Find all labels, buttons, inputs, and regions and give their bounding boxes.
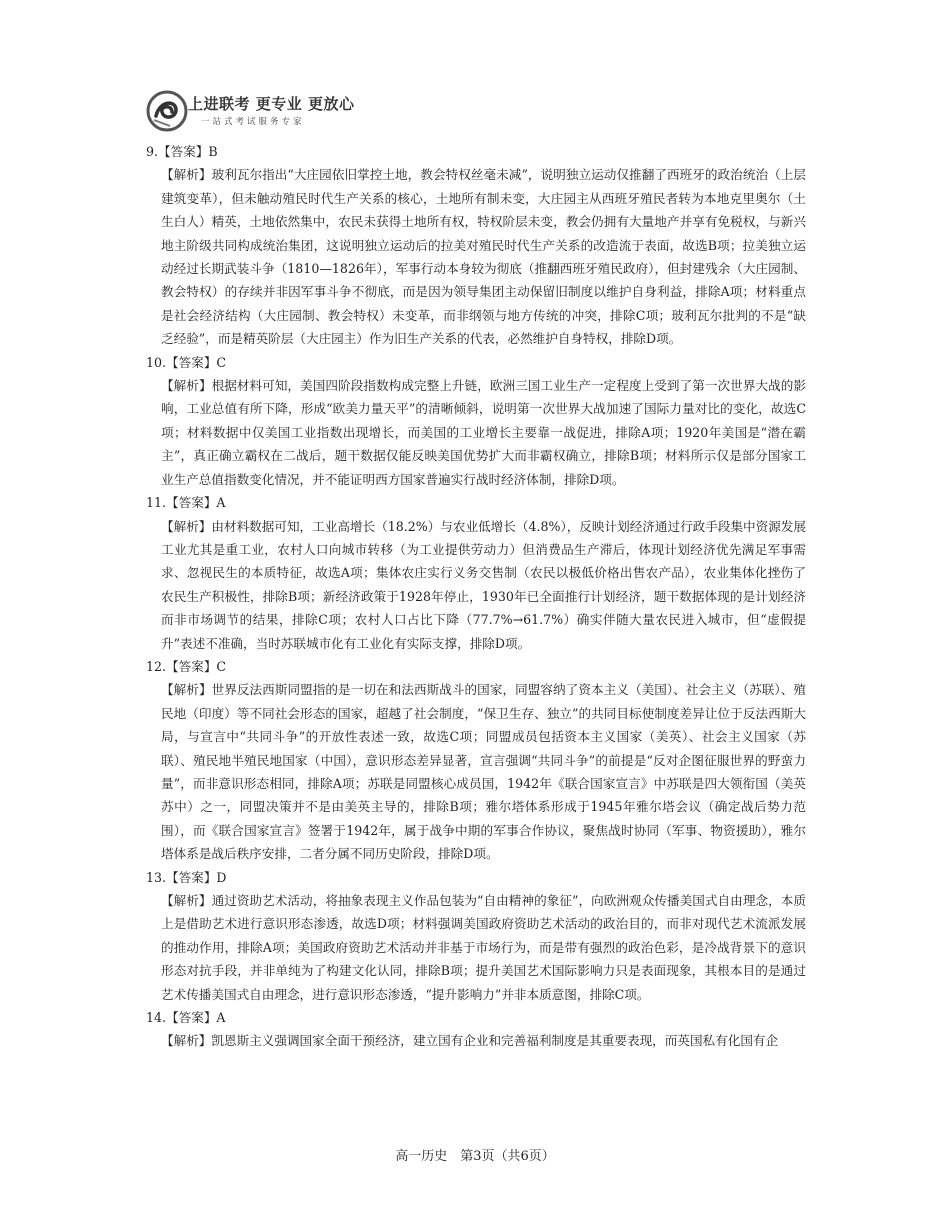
question-block-12: [146, 655, 806, 866]
answer-label: 【答案】A: [166, 495, 226, 511]
answer-label: 【答案】B: [158, 144, 218, 159]
analysis-text: 【解析】由材料数据可知，工业高增长（18.2%）与农业低增长（4.8%），反映计划经济通过行政手段集中资源发展工业尤其是重工业，农村人口向城市转移（为工业提供劳动力）但消费品生产滞后，体现计划经济优先满足军事需求、忽视民生的本质特征，故选A项；集体农庄实行义务交售制（农民以极低价格出售农产品），农业集体化挫伤了农民生产积极性，排除B项；新经济政策于1928年停止，1930年已全面推行计划经济，题干数据体现的是计划经济而非市场调节的结果，排除C项；农村人口占比下降（77.7%→61.7%）确实伴随大量农民进入城市，但“虚假提升”表述不准确，当时苏联城市化有工业化有实际支撑，排除D项。: [161, 518, 807, 651]
answer-line: [146, 351, 806, 374]
question-number: 12.: [146, 658, 167, 674]
analysis-text: 【解析】凯恩斯主义强调国家全面干预经济，建立国有企业和完善福利制度是其重要表现，而英国私有化国有企: [161, 1033, 779, 1049]
logo-swirl-icon: [146, 90, 188, 132]
answer-line: [146, 1006, 806, 1029]
question-block-10: [146, 351, 806, 491]
question-block-13: [146, 866, 806, 1006]
brand-tagline: 一站式考试服务专家: [201, 117, 305, 127]
answer-content: [146, 140, 806, 1053]
question-number: 14.: [146, 1010, 167, 1026]
analysis-text: 【解析】玻利瓦尔指出“大庄园依旧掌控土地，教会特权丝毫未减”，说明独立运动仅推翻了西班牙的政治统治（上层建筑变革），但未触动殖民时代生产关系的核心，土地所有制未变，大庄园主从西班牙殖民者转为本地克里奥尔（土生白人）精英，土地依然集中，农民未获得土地所有权，特权阶层未变，教会仍拥有大量地产并享有免税权，与新兴地主阶级共同构成统治集团，这说明独立运动后的拉美对殖民时代生产关系的改造流于表面，故选B项；拉美独立运动经过长期武装斗争（1810—1826年），军事行动本身较为彻底（推翻西班牙殖民政府），但封建残余（大庄园制、教会特权）的存续并非因军事斗争不彻底，而是因为领导集团主动保留旧制度以维护自身利益，排除A项；材料重点是社会经济结构（大庄园制、教会特权）未变革，而非纲领与地方传统的冲突，排除C项；玻利瓦尔批判的不是“缺乏经验”，而是精英阶层（大庄园主）作为旧生产关系的代表，必然维护自身特权，排除D项。: [161, 167, 806, 347]
answer-label: 【答案】C: [166, 658, 227, 674]
answer-line: [146, 140, 806, 163]
question-number: 13.: [146, 869, 167, 885]
brand-name: 上进联考 更专业 更放心: [188, 95, 355, 113]
question-block-11: [146, 491, 806, 655]
analysis-text: 【解析】世界反法西斯同盟指的是一切在和法西斯战斗的国家，同盟容纳了资本主义（美国）、社会主义（苏联）、殖民地（印度）等不同社会形态的国家，超越了社会制度，“保卫生存、独立”的共同目标使制度差异让位于反法西斯大局，与宣言中“共同斗争”的开放性表述一致，故选C项；同盟成员包括资本主义国家（美英）、社会主义国家（苏联）、殖民地半殖民地国家（中国），意识形态差异显著，宣言强调“共同斗争”的前提是“反对企图征服世界的野蛮力量”，而非意识形态相同，排除A项；苏联是同盟核心成员国，1942年《联合国家宣言》中苏联是四大领衔国（美英苏中）之一，同盟决策并不是由美英主导的，排除B项；雅尔塔体系形成于1945年雅尔塔会议（确定战后势力范围），而《联合国家宣言》签署于1942年，属于战争中期的军事合作协议，聚焦战时协同（军事、物资援助），雅尔塔体系是战后秩序安排，二者分属不同历史阶段，排除D项。: [161, 682, 806, 862]
question-block-9: [146, 140, 806, 351]
answer-line: [146, 655, 806, 678]
analysis-text: 【解析】通过资助艺术活动，将抽象表现主义作品包装为“自由精神的象征”，向欧洲观众传播美国式自由理念，本质上是借助艺术进行意识形态渗透，故选D项；材料强调美国政府资助艺术活动的政治目的，而非对现代艺术流派发展的推动作用，排除A项；美国政府资助艺术活动并非基于市场行为，而是带有强烈的政治色彩，是冷战背景下的意识形态对抗手段，并非单纯为了构建文化认同，排除B项；提升美国艺术国际影响力只是表面现象，其根本目的是通过艺术传播美国式自由理念，进行意识形态渗透，“提升影响力”并非本质意图，排除C项。: [161, 893, 806, 1002]
question-number: 9.: [146, 144, 159, 159]
answer-label: 【答案】A: [166, 1010, 226, 1026]
analysis-text: 【解析】根据材料可知，美国四阶段指数构成完整上升链，欧洲三国工业生产一定程度上受到了第一次世界大战的影响，工业总值有所下降，形成“欧美力量天平”的清晰倾斜，说明第一次世界大战加速了国际力量对比的变化，故选C项；材料数据中仅美国工业指数出现增长，而美国的工业增长主要靠一战促进，排除A项；1920年美国是“潜在霸主”，真正确立霸权在二战后，题干数据仅能反映美国优势扩大而非霸权确立，排除B项；材料所示仅是部分国家工业生产总值指数变化情况，并不能证明西方国家普遍实行战时经济体制，排除D项。: [161, 378, 806, 487]
page-footer: 高一历史 第3页（共6页）: [395, 1149, 555, 1164]
question-block-14: [146, 1006, 806, 1053]
answer-label: 【答案】C: [166, 354, 227, 370]
question-number: 10.: [146, 354, 167, 370]
answer-line: [146, 866, 806, 889]
header-logo: [146, 90, 406, 132]
question-number: 11.: [146, 495, 167, 511]
answer-line: [146, 491, 806, 514]
answer-label: 【答案】D: [166, 869, 227, 885]
